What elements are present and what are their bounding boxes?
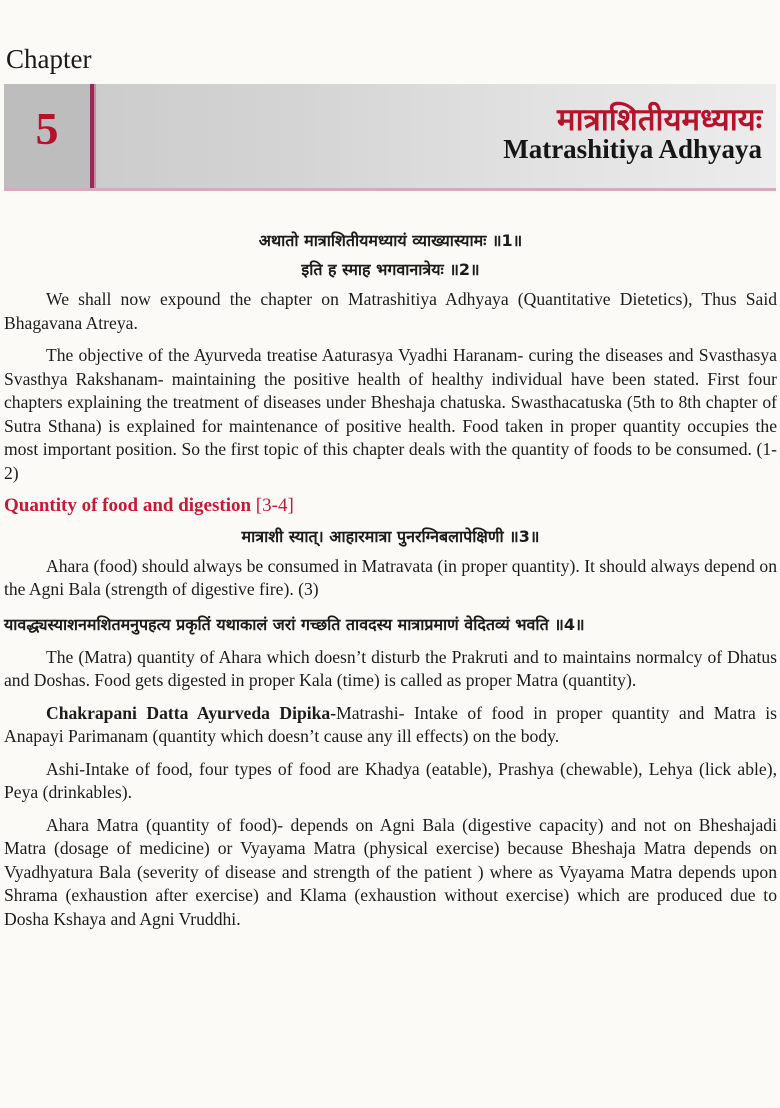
verse-1: अथातो मात्राशितीयमध्यायं व्याख्यास्यामः ॥1॥: [258, 231, 523, 250]
chapter-number: 5: [35, 103, 59, 154]
chapter-number-box: [4, 84, 94, 188]
verse-2: इति ह स्माह भगवानात्रेयः ॥2॥: [301, 260, 480, 279]
chapter-label: Chapter: [6, 44, 92, 74]
chapter-banner: [4, 84, 776, 191]
verse-3: मात्राशी स्यात्। आहारमात्रा पुनरग्निबलापेक्षिणी ॥3॥: [241, 526, 540, 546]
paragraph-ahara-matra: Ahara Matra (quantity of food)- depends on Agni Bala (digestive capacity) and not on Bheshajadi Matra (dosage of medicine) or Vyayama Matra (physical exercise) because Bheshaja Matra depends on Vyadhyatura Bala (severity of disease and strength of the patient ) where as Vyayama Matra depends upon Shrama (exhaustion after exercise) and Klama (exhaustion without exercise) which are produced due to Dosha Kshaya and Agni Vruddhi.: [4, 814, 777, 929]
paragraph-chakrapani: [4, 702, 777, 749]
chapter-title-sanskrit: मात्राशितीयमध्यायः: [557, 102, 762, 138]
paragraph-objective: The objective of the Ayurveda treatise Aaturasya Vyadhi Haranam- curing the diseases and Svasthasya Svasthya Rakshanam- maintaining the positive health of healthy individual have been stated. First four chapters explaining the treatment of diseases under Bheshaja chatuska. Swasthacatuska (5th to 8th chapter of Sutra Sthana) is explained for maintenance of positive health. Food taken in proper quantity occupies the most important position. So the first topic of this chapter deals with the quantity of foods to be consumed. (1-2): [4, 345, 777, 483]
chapter-title-english: Matrashitiya Adhyaya: [503, 134, 762, 164]
paragraph-ahara: Ahara (food) should always be consumed in Matravata (in proper quantity). It should always depend on the Agni Bala (strength of digestive fire). (3): [4, 555, 777, 599]
paragraph-intro: We shall now expound the chapter on Matrashitiya Adhyaya (Quantitative Dietetics), Thus Said Bhagavana Atreya.: [4, 289, 777, 333]
paragraph-ashi: Ashi-Intake of food, four types of food are Khadya (eatable), Prashya (chewable), Lehya (lick able), Peya (drinkables).: [4, 758, 777, 802]
verse-4: यावद्ध्यस्याशनमशितमनुपहत्य प्रकृतिं यथाकालं जरां गच्छति तावदस्य मात्राप्रमाणं वेदितव्यं भवति ॥4॥: [4, 614, 585, 634]
commentary-title: Chakrapani Datta Ayurveda Dipika-: [46, 702, 337, 723]
section-heading: [4, 494, 777, 518]
section-heading-range: [3-4]: [255, 495, 294, 516]
section-heading-text: Quantity of food and digestion: [4, 495, 252, 516]
paragraph-matra: The (Matra) quantity of Ahara which doesn’t disturb the Prakruti and to maintains normalcy of Dhatus and Doshas. Food gets digested in proper Kala (time) is called as proper Matra (quantity).: [4, 646, 777, 690]
commentary-text: Matrashi- Intake of food in proper quantity and Matra is Anapayi Parimanam (quantity which doesn’t cause any ill effects) on the body.: [4, 702, 777, 746]
page-content: [4, 228, 777, 940]
